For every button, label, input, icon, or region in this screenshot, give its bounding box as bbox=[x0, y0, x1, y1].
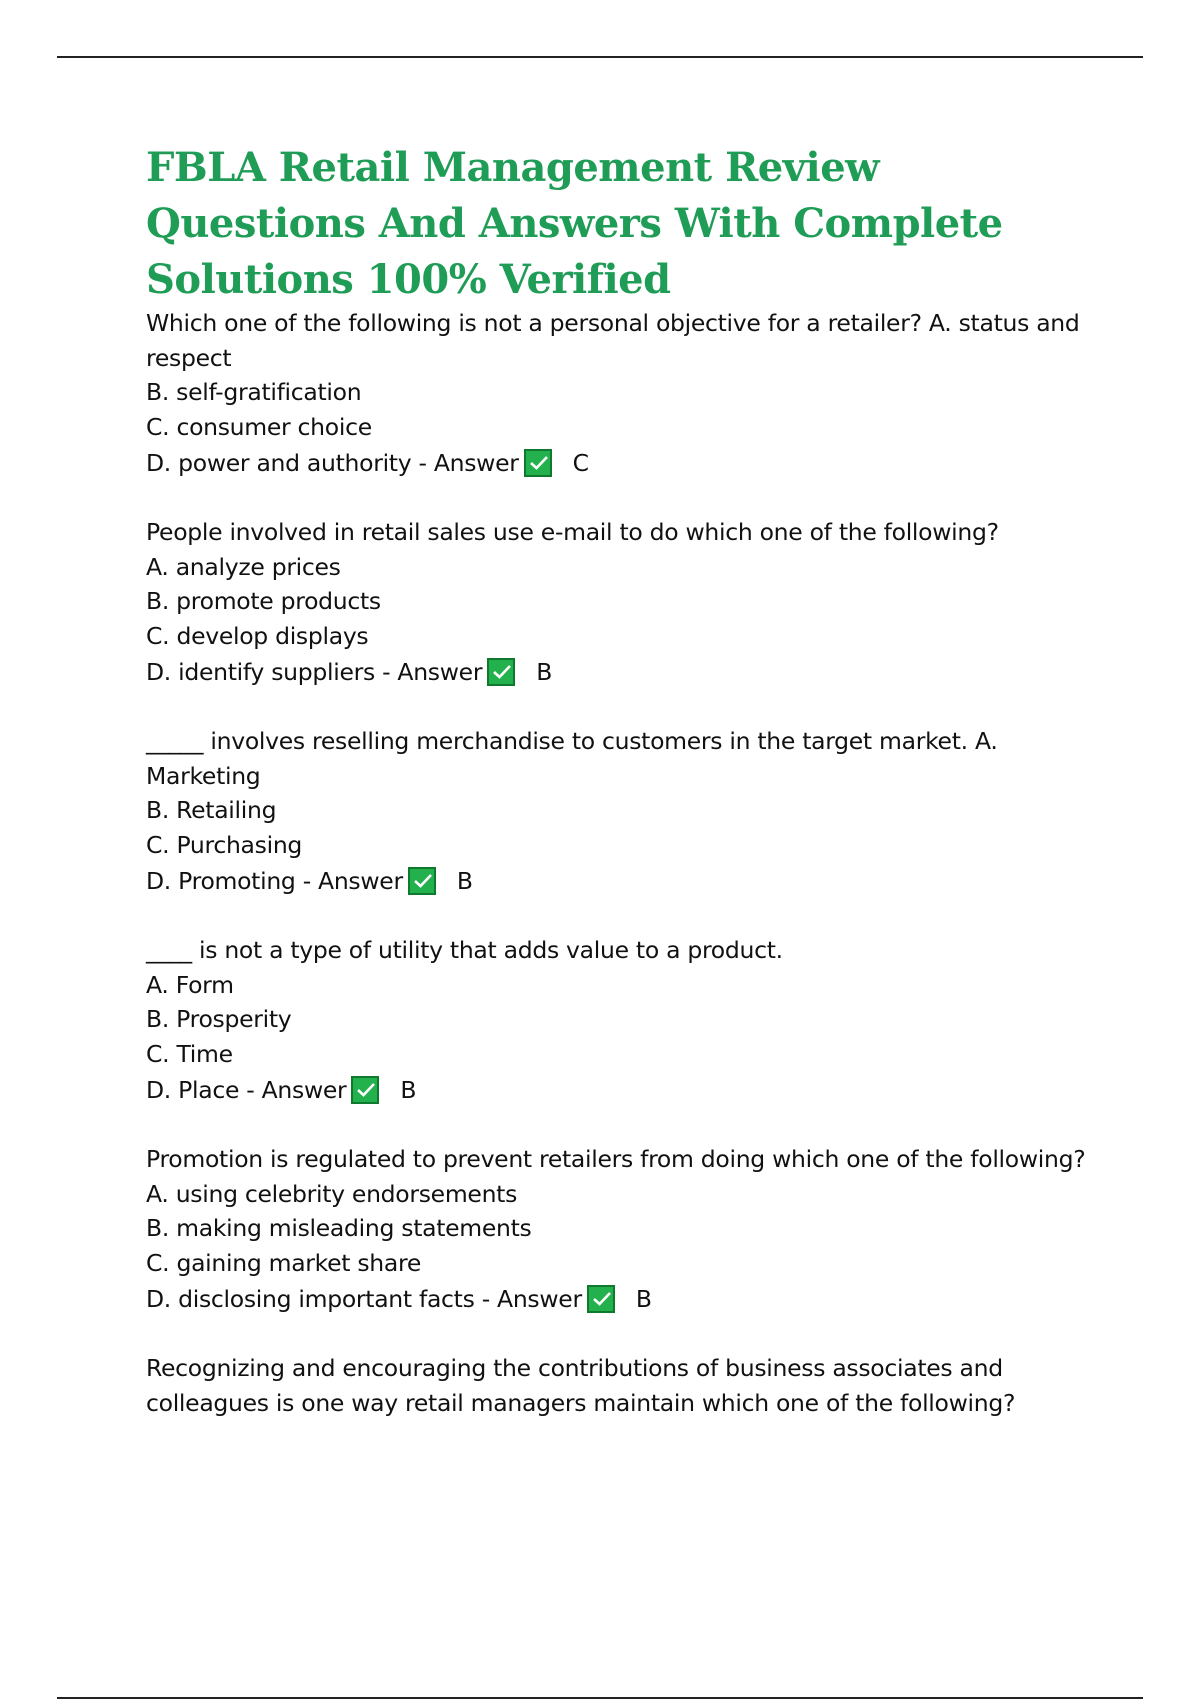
option: D. Place - Answer bbox=[146, 1076, 347, 1104]
question-text: People involved in retail sales use e-mail to do which one of the following? bbox=[146, 518, 999, 546]
option: C. gaining market share bbox=[146, 1248, 422, 1277]
answer-letter: B bbox=[635, 1285, 652, 1313]
option: D. disclosing important facts - Answer bbox=[146, 1285, 582, 1313]
qa-list bbox=[146, 306, 1106, 1453]
option: C. Time bbox=[146, 1039, 233, 1068]
answer-letter: C bbox=[572, 449, 589, 477]
qa-item-3 bbox=[146, 724, 1106, 900]
answer-line bbox=[146, 444, 1106, 482]
question-text: Recognizing and encouraging the contributions of business associates and colleagues is one way retail managers maintain which one of the following? bbox=[146, 1354, 1016, 1417]
check-icon bbox=[524, 449, 552, 477]
bottom-rule bbox=[57, 1697, 1143, 1699]
qa-item-5 bbox=[146, 1142, 1106, 1318]
question-text: ____ is not a type of utility that adds value to a product. bbox=[146, 936, 783, 964]
option: A. using celebrity endorsements bbox=[146, 1179, 518, 1208]
option: D. identify suppliers - Answer bbox=[146, 658, 483, 686]
answer-letter: B bbox=[456, 867, 473, 895]
option: C. Purchasing bbox=[146, 830, 303, 859]
question-text: _____ involves reselling merchandise to customers in the target market. A. Marketing bbox=[146, 727, 998, 790]
document-title: FBLA Retail Management Review Questions And Answers With Complete Solutions 100% Verified bbox=[146, 144, 1003, 303]
check-icon bbox=[408, 867, 436, 895]
qa-item-4 bbox=[146, 933, 1106, 1109]
option: A. Form bbox=[146, 970, 234, 999]
option: B. Retailing bbox=[146, 796, 277, 824]
answer-line bbox=[146, 1071, 1106, 1109]
qa-item-6 bbox=[146, 1351, 1106, 1420]
answer-line bbox=[146, 653, 1106, 691]
option: B. self-gratification bbox=[146, 378, 362, 406]
check-icon bbox=[587, 1285, 615, 1313]
answer-letter: B bbox=[536, 658, 553, 686]
check-icon bbox=[487, 658, 515, 686]
answer-line bbox=[146, 1280, 1106, 1318]
option: A. analyze prices bbox=[146, 552, 341, 581]
option: B. making misleading statements bbox=[146, 1214, 532, 1242]
option: B. promote products bbox=[146, 587, 381, 615]
answer-letter: B bbox=[400, 1076, 417, 1104]
answer-line bbox=[146, 862, 1106, 900]
qa-item-2 bbox=[146, 515, 1106, 691]
option: D. Promoting - Answer bbox=[146, 867, 403, 895]
option: C. develop displays bbox=[146, 621, 369, 650]
option: D. power and authority - Answer bbox=[146, 449, 519, 477]
question-text: Promotion is regulated to prevent retailers from doing which one of the following? bbox=[146, 1145, 1086, 1173]
qa-item-1 bbox=[146, 306, 1106, 482]
question-text: Which one of the following is not a personal objective for a retailer? A. status and respect bbox=[146, 309, 1080, 372]
top-rule bbox=[57, 56, 1143, 58]
option: B. Prosperity bbox=[146, 1005, 292, 1033]
option: C. consumer choice bbox=[146, 412, 372, 441]
check-icon bbox=[351, 1076, 379, 1104]
